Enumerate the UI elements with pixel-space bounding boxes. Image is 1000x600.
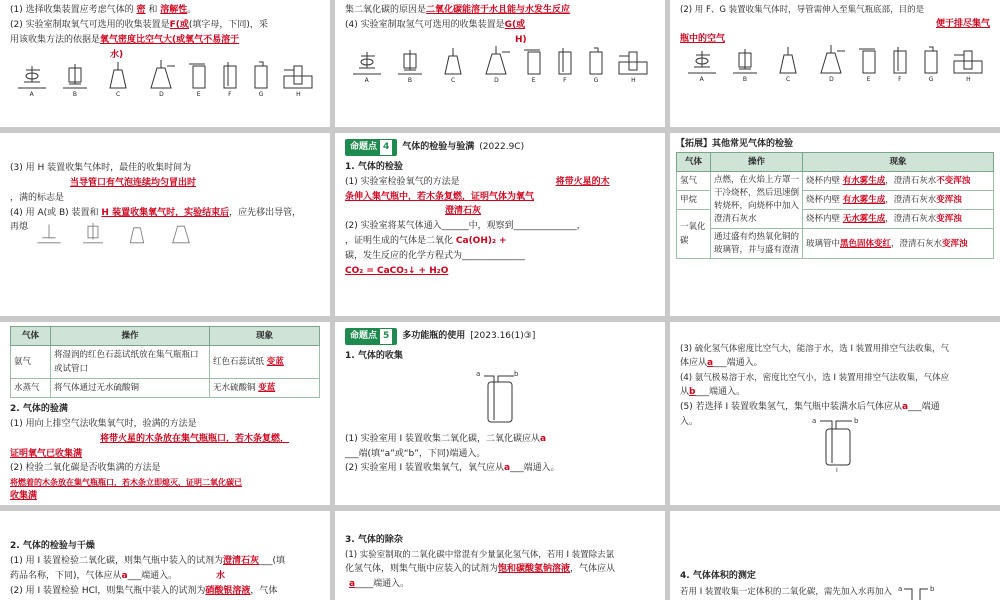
section-title: 多功能瓶的使用: [402, 331, 466, 341]
apparatus-b: B: [392, 46, 428, 86]
slide-multi-bottle-2: [670, 322, 1000, 505]
apparatus-b: [78, 219, 108, 245]
slide-extension-table: [670, 133, 1000, 316]
gas-name: 一氧化碳: [677, 209, 711, 259]
header-phenomenon: 现象: [210, 327, 320, 346]
apparatus-c: C: [770, 45, 806, 85]
answer-co2-full: 将燃着的木条放在集气瓶瓶口，若木条立即熄灭，证明二氧化碳已: [10, 478, 242, 488]
q2-line: (2) 检验二氧化碳是否收集满的方法是: [10, 463, 161, 474]
answer-limewater-line: [345, 204, 655, 219]
answer-nh3-port: b: [689, 386, 696, 397]
q1-line: (1) 用向上排空气法收集氧气时，验满的方法是: [10, 418, 197, 429]
table-header-row: [11, 327, 320, 346]
q-line: 若用 I 装置收集一定体积的二氧化碳，需先加入水再加入: [680, 586, 892, 597]
answer-h2-port: a: [902, 401, 909, 412]
q4-line-cont: 从b___端通入。: [680, 386, 745, 397]
apparatus-f: F: [888, 45, 912, 85]
table-header-row: [677, 152, 994, 171]
apparatus-row: [10, 56, 320, 100]
slide-gas-collection-1: [0, 0, 330, 127]
apparatus-e: E: [857, 45, 881, 85]
phenomenon-cell: 玻璃管中黑色固体变红，澄清石灰水变浑浊: [803, 228, 994, 259]
answer-hydrogen-device: G(或: [504, 19, 526, 30]
q2-line: (2) 实验室用 I 装置收集氧气，氧气应从a___端通入。: [345, 463, 560, 474]
answer-equation-start: Ca(OH)₂ +: [455, 236, 507, 247]
port-a-label: a: [897, 584, 903, 593]
q1-line: (1) 实验室用 I 装置收集二氧化碳，二氧化碳应从a: [345, 433, 547, 444]
section-year: (2022.9C): [479, 142, 525, 152]
answer-hydrogen-device-cont: H): [515, 34, 527, 45]
answer-solubility: 溶解性: [160, 5, 188, 15]
answer-oxygen-test: 将带火星的木: [555, 176, 610, 187]
multi-function-bottle: [898, 584, 938, 600]
section-title: 气体的检验与验满: [402, 142, 475, 152]
phenomenon-cell: 烧杯内壁 无水雾生成，澄清石灰水变浑浊: [803, 209, 994, 228]
q1-line-cont: 化氢气体，则集气瓶中应装入的试剂为饱和碳酸氢钠溶液，气体应从: [345, 563, 616, 574]
phenomenon-cell: 无水硫酸铜 变蓝: [210, 379, 320, 398]
subsection-title: 2. 气体的验满: [10, 404, 68, 415]
port-b-label: b: [514, 369, 519, 378]
q1-line: (1) 实验室制取的二氧化碳中常混有少量氯化氢气体，若用 I 装置除去氯: [345, 549, 615, 560]
co2-reason-line: 集二氧化碳的原因是二氧化碳能溶于水且能与水发生反应: [345, 5, 571, 15]
apparatus-e: E: [187, 60, 211, 100]
apparatus-a: A: [684, 45, 720, 85]
slide-multi-bottle: [335, 322, 665, 505]
q2-fg-line: (2) 用 F、G 装置收集气体时，导管需伸入至集气瓶底部，目的是: [680, 5, 925, 15]
answer-oxygen-full-cont: 证明氧气已收集满: [10, 448, 83, 459]
q3-full-line: ，满的标志是: [10, 192, 65, 203]
apparatus-row: [345, 42, 655, 86]
port-b-label: b: [854, 416, 859, 425]
subsection-title: 4. 气体体积的测定: [680, 571, 756, 581]
apparatus-a: A: [14, 60, 50, 100]
topic-tag: 命题点 4: [345, 139, 397, 156]
apparatus-g: G: [249, 60, 273, 100]
table-row: [11, 346, 320, 379]
answer-h2s-port: a: [707, 358, 714, 369]
q1-line-cont: ___端(填“a”或“b”，下同)端通入。: [345, 448, 486, 459]
table-row: [677, 228, 994, 259]
multi-function-bottle: [808, 415, 868, 473]
apparatus-h: H: [950, 45, 986, 85]
operation-cell: 将气体通过无水硫酸铜: [51, 379, 210, 398]
topic-tag: 命题点 5: [345, 328, 397, 345]
gas-name: 水蒸气: [11, 379, 51, 398]
gas-test-table: [676, 152, 994, 260]
answer-co2-port: a: [121, 570, 128, 581]
header-operation: 操作: [51, 327, 210, 346]
apparatus-d: D: [143, 60, 179, 100]
q3-line: (3) 用 H 装置收集气体时，最佳的收集时间为: [10, 163, 192, 173]
q2-equation-line: 碳，发生反应的化学方程式为______________: [345, 250, 526, 261]
port-b-label: b: [929, 584, 935, 593]
apparatus-f: F: [553, 46, 577, 86]
subsection-title: 1. 气体的收集: [345, 350, 403, 361]
table-row: [677, 171, 994, 190]
answer-density: 密: [136, 5, 146, 15]
answer-bicarbonate: 饱和碳酸氢钠溶液: [498, 563, 571, 574]
q4-line: (4) 用 A(或 B) 装置和 H 装置收集氧气时，实验结束后，应先移出导管，: [10, 207, 302, 218]
apparatus-d: [166, 219, 196, 245]
q5-line: (5) 若选择 I 装置收集氢气，集气瓶中装满水后气体应从a___端通: [680, 401, 940, 412]
gas-test-table-2: [10, 326, 320, 398]
apparatus-c: C: [100, 60, 136, 100]
apparatus-c: [122, 219, 152, 245]
header-gas: 气体: [11, 327, 51, 346]
slide-gas-collection-3: [670, 0, 1000, 127]
phenomenon-cell: 烧杯内壁 有水雾生成，澄清石灰水不变浑浊: [803, 171, 994, 190]
q3-line: (3) 硫化氢气体密度比空气大，能溶于水，选 I 装置用排空气法收集，气: [680, 344, 950, 354]
q3-answer-line: [10, 176, 320, 191]
apparatus-g: G: [584, 46, 608, 86]
q4-line-cont: 再熄: [10, 222, 29, 233]
slide-gas-test-dry: [0, 511, 330, 600]
apparatus-a: A: [349, 46, 385, 86]
subsection-title: 1. 气体的检验: [345, 161, 403, 172]
q1-port-line: a____端通入。: [349, 578, 410, 589]
q2-line: (2) 实验室制取氧气可选用的收集装置是F(或(填字母，下同)，采: [10, 19, 268, 30]
q1-line: (1) 实验室检验氧气的方法是 将带火星的木: [345, 176, 610, 187]
answer-limewater: 澄清石灰: [445, 206, 482, 217]
q4-line: (4) 实验室制取氢气可选用的收集装置是G(或: [345, 19, 526, 30]
q4-line: (4) 氨气极易溶于水，密度比空气小，选 I 装置用排空气法收集，气体应: [680, 372, 950, 383]
apparatus-f: F: [218, 60, 242, 100]
answer-oxygen-test-cont: 条伸入集气瓶中，若木条复燃，证明气体为氧气: [345, 191, 535, 202]
bottle-label: I: [836, 466, 838, 473]
answer-co2-full-cont: 收集满: [10, 491, 38, 502]
apparatus-g: G: [919, 45, 943, 85]
table-row: [11, 379, 320, 398]
section-header: [345, 139, 655, 156]
answer-oxygen-full: 将带火星的木条放在集气瓶瓶口，若木条复燃，: [100, 433, 290, 444]
slide-gas-test: [335, 133, 665, 316]
extension-title: 【拓展】其他常见气体的检验: [676, 139, 794, 149]
section-header: [345, 328, 655, 345]
volume-line: [680, 584, 990, 600]
q1-line: (1) 选择收集装置应考虑气体的 密 和 溶解性。: [10, 5, 197, 15]
answer-fg-purpose-cont: 瓶中的空气: [680, 33, 726, 44]
q1-line: (1) 用 I 装置检验二氧化碳，则集气瓶中装入的试剂为澄清石灰___(填: [10, 555, 286, 566]
answer-hcl-port: a: [349, 578, 356, 589]
operation-cell: 将湿润的红色石蕊试纸放在集气瓶瓶口或试管口: [51, 346, 210, 379]
apparatus-d: D: [813, 45, 849, 85]
q5-with-bottle: [680, 415, 990, 473]
operation-cell: 通过盛有灼热氧化铜的玻璃管，并与盛有澄清: [711, 228, 803, 259]
slide-gas-full-check: [0, 322, 330, 505]
section-year: [2023.16(1)③]: [470, 331, 536, 341]
slide-gas-collection-2: [335, 0, 665, 127]
subsection-title: 2. 气体的检验与干燥: [10, 541, 95, 551]
q2-line: (2) 实验室将某气体通入______中，观察到______________，: [345, 221, 586, 232]
subsection-title: 3. 气体的除杂: [345, 535, 403, 545]
slide-gas-purify: [335, 511, 665, 600]
apparatus-row: [680, 41, 990, 85]
q3-line-cont: 体应从a___端通入。: [680, 358, 763, 369]
answer-co2-port: a: [540, 433, 547, 444]
port-a-label: a: [476, 369, 481, 378]
apparatus-h: H: [615, 46, 651, 86]
phenomenon-cell: 红色石蕊试纸 变蓝: [210, 346, 320, 379]
answer-oxygen-reason: 氧气密度比空气大(或氧气不易溶于: [100, 34, 240, 45]
apparatus-d: D: [478, 46, 514, 86]
operation-cell: 点燃，在火焰上方罩一干冷烧杯，然后迅速倒转烧杯，向烧杯中加入澄清石灰水: [711, 171, 803, 228]
answer-equation-end: CO₂ = CaCO₃↓ + H₂O: [345, 265, 449, 276]
answer-silver-nitrate: 硝酸银溶液: [205, 585, 251, 596]
gas-name: 氨气: [11, 346, 51, 379]
apparatus-b: B: [57, 60, 93, 100]
q5-line-cont: 入。: [680, 416, 699, 427]
header-gas: 气体: [677, 152, 711, 171]
q2-reason-line: 用该收集方法的依据是氧气密度比空气大(或氧气不易溶于: [10, 34, 240, 45]
header-phenomenon: 现象: [803, 152, 994, 171]
apparatus-e: E: [522, 46, 546, 86]
phenomenon-cell: 烧杯内壁 有水雾生成，澄清石灰水变浑浊: [803, 190, 994, 209]
answer-a-end: H 装置收集氧气时，实验结束后: [101, 207, 230, 218]
gas-name: 氢气: [677, 171, 711, 190]
answer-limewater-cont: 水: [215, 570, 225, 581]
multi-function-bottle: [345, 368, 655, 428]
answer-oxygen-device: F(或: [169, 19, 189, 30]
answer-fg-purpose: 便于排尽集气: [935, 19, 990, 30]
answer-limewater: 澄清石灰: [223, 555, 260, 566]
q1-line-cont: 药品名称，下同)，气体应从a___端通入。 水: [10, 570, 225, 581]
slide-gas-collection-4: [0, 133, 330, 316]
gas-name: 甲烷: [677, 190, 711, 209]
header-operation: 操作: [711, 152, 803, 171]
apparatus-c: C: [435, 46, 471, 86]
q2-line-cont: ，证明生成的气体是二氧化 Ca(OH)₂ +: [345, 236, 507, 247]
answer-h-time: 当导管口有气泡连续均匀冒出时: [70, 177, 197, 188]
q2-line: (2) 用 I 装置检验 HCl，则集气瓶中装入的试剂为硝酸银溶液，气体: [10, 585, 278, 596]
answer-co2-reason: 二氧化碳能溶于水且能与水发生反应: [426, 5, 571, 15]
apparatus-h: H: [280, 60, 316, 100]
answer-oxygen-reason-cont: 水): [110, 49, 124, 60]
port-a-label: a: [812, 416, 817, 425]
apparatus-a: [34, 219, 64, 245]
slide-gas-volume: [670, 511, 1000, 600]
apparatus-b: B: [727, 45, 763, 85]
answer-o2-port: a: [504, 463, 511, 474]
